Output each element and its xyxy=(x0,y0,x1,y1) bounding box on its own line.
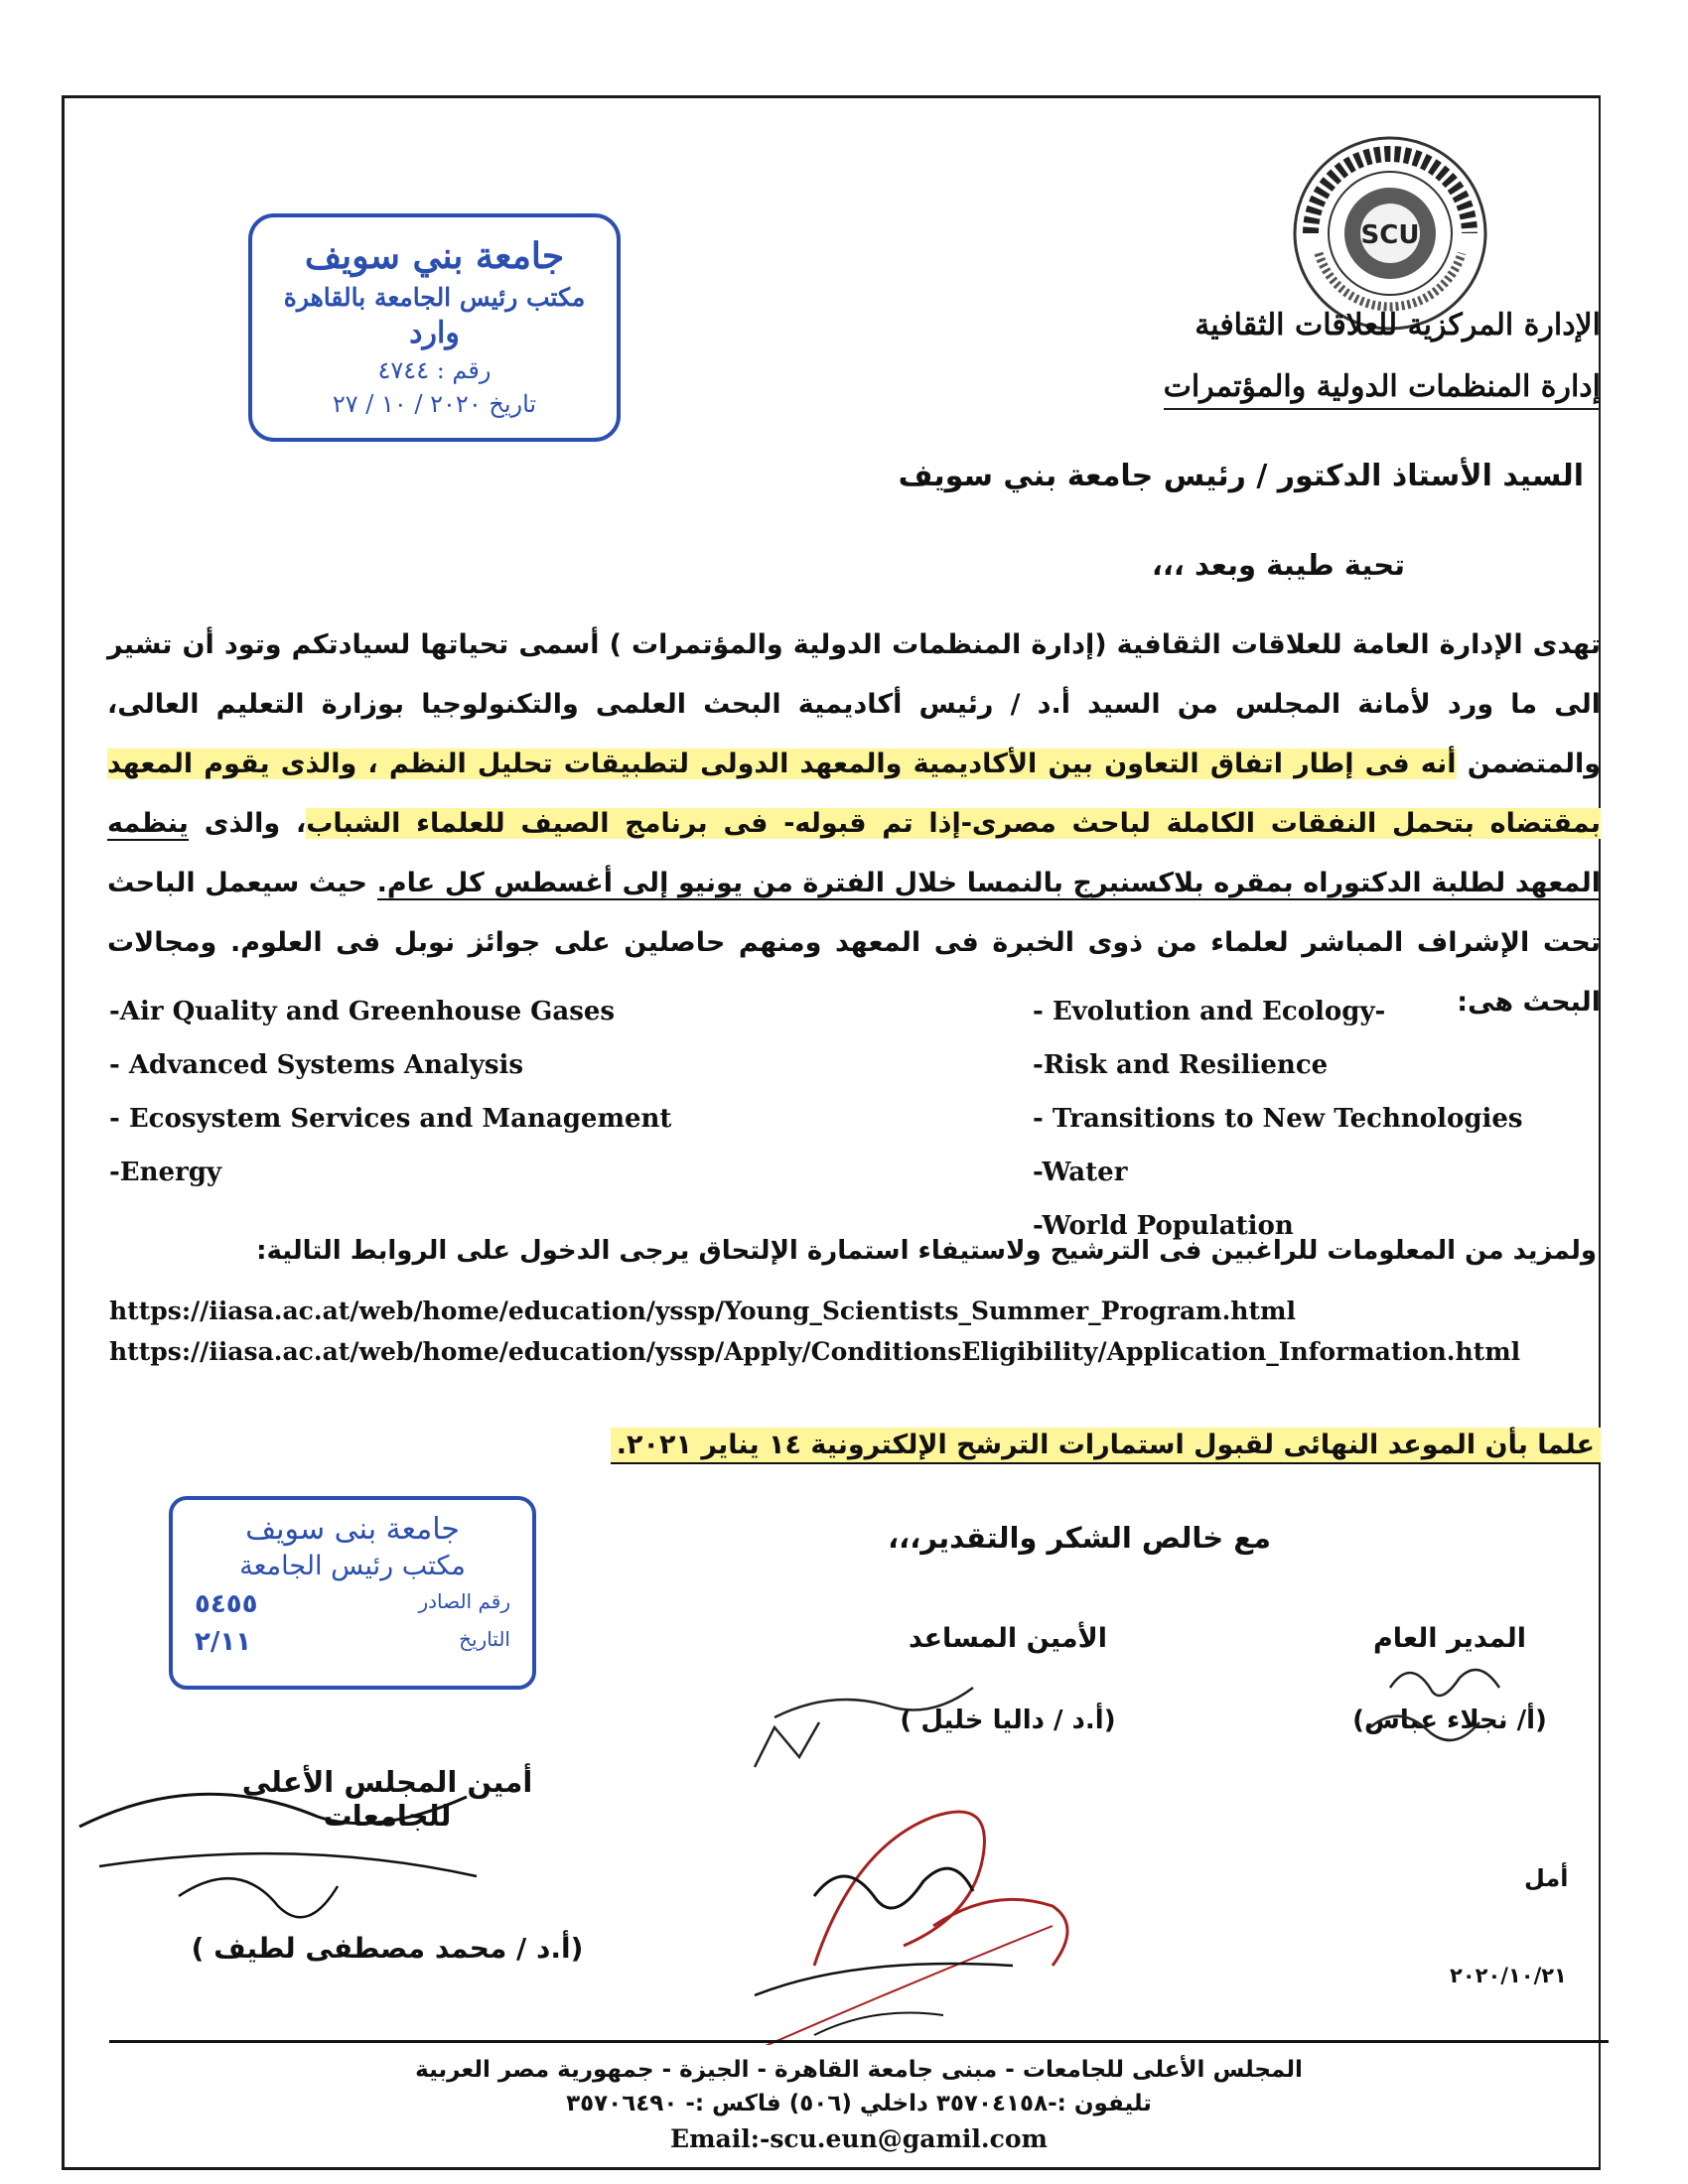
stamp-date: تاريخ ٢٠٢٠ / ١٠ / ٢٧ xyxy=(332,390,537,418)
department-title: الإدارة المركزية للعلاقات الثقافية xyxy=(1195,308,1601,342)
field-item: -Water xyxy=(1033,1158,1128,1187)
field-item: - Transitions to New Technologies xyxy=(1033,1104,1523,1134)
stamp-date-value: ٢/١١ xyxy=(195,1627,252,1657)
stamp-university: جامعة بنى سويف xyxy=(245,1512,460,1547)
salutation: السيد الأستاذ الدكتور / رئيس جامعة بني سويف xyxy=(898,459,1584,493)
signatory-name: (أ.د / داليا خليل ) xyxy=(900,1706,1116,1735)
document-date: ٢٠٢٠/١٠/٢١ xyxy=(1450,1964,1567,1987)
links-list xyxy=(109,1291,1520,1372)
stamp-number: رقم : ٤٧٤٤ xyxy=(377,356,492,384)
signatory-title: المدير العام xyxy=(1373,1623,1526,1654)
field-item: -Energy xyxy=(109,1158,222,1187)
research-fields-left xyxy=(109,985,671,1199)
research-fields-right xyxy=(1033,985,1523,1253)
stamp-number-value: ٥٤٥٥ xyxy=(195,1589,258,1619)
body-highlight-1: أنه فى إطار اتفاق التعاون بين الأكاديمية والمعهد الدولى لتطبيقات تحليل النظم ، والذى يقوم المعهد بمقتضاه بتحمل النفقات الكاملة لباحث مصرى-إذا تم قبوله- فى برنامج الصيف للعلماء الشباب xyxy=(107,749,1602,839)
stamp-date-label: التاريخ xyxy=(459,1627,510,1651)
stamp-incoming-label: وارد xyxy=(409,316,460,350)
field-item: - Advanced Systems Analysis xyxy=(109,1050,523,1080)
more-info-text: ولمزيد من المعلومات للراغبين فى الترشيح ولاستيفاء استمارة الإلتحاق يرجى الدخول على الروابط التالية: xyxy=(256,1236,1597,1266)
body-underlined: ينظمه المعهد لطلبة الدكتوراه بمقره بلاكسنبرج بالنمسا خلال الفترة من يونيو إلى أغسطس كل عام. xyxy=(107,808,1601,898)
scu-seal-logo xyxy=(1291,134,1489,333)
application-info-link[interactable]: https://iiasa.ac.at/web/home/education/yssp/Apply/ConditionsEligibility/Application_Information.html xyxy=(109,1337,1521,1366)
footer-divider xyxy=(109,2040,1609,2043)
research-fields xyxy=(109,985,1523,1241)
stamp-office: مكتب رئيس الجامعة xyxy=(239,1551,466,1581)
signatory-name: (أ.د / محمد مصطفى لطيف ) xyxy=(191,1932,584,1965)
footer-email: Email:-scu.eun@gamil.com xyxy=(670,2124,1048,2153)
svg-text:SCU: SCU xyxy=(1360,220,1420,250)
sub-department-title: إدارة المنظمات الدولية والمؤتمرات xyxy=(1164,369,1601,410)
greeting: تحية طيبة وبعد ،،، xyxy=(1151,548,1405,582)
handwritten-signatures xyxy=(60,1628,1609,2045)
incoming-stamp xyxy=(248,213,621,442)
body-text-3: ، والذى xyxy=(188,808,307,839)
body-text-5: حيث سيعمل الباحث تحت الإشراف المباشر لعلماء من ذوى الخبرة فى المعهد ومنهم حاصلين على جوائز نوبل فى العلوم. ومجالات البحث هى: xyxy=(107,868,1601,1018)
initials: أمل xyxy=(1524,1864,1569,1892)
signatory-title: أمين المجلس الأعلي للجامعات xyxy=(241,1765,533,1833)
field-item: - Ecosystem Services and Management xyxy=(109,1104,672,1134)
signatory-name: (أ/ نجلاء عباس) xyxy=(1352,1706,1547,1735)
footer-address: المجلس الأعلى للجامعات - مبنى جامعة القاهرة - الجيزة - جمهورية مصر العربية xyxy=(415,2057,1303,2083)
stamp-university: جامعة بني سويف xyxy=(304,235,565,277)
field-item: -Risk and Resilience xyxy=(1033,1050,1329,1080)
field-item: -Air Quality and Greenhouse Gases xyxy=(109,997,616,1026)
body-text-1: تهدى الإدارة العامة للعلاقات الثقافية (إدارة المنظمات الدولية والمؤتمرات ) أسمى تحياتها لسيادتكم وتود أن تشير الى ما ورد لأمانة المجلس من السيد أ.د / رئيس أكاديمية البحث العلمى والتكنولوجيا بوزارة التعليم العالى، والمتضمن xyxy=(107,629,1602,779)
deadline-note xyxy=(611,1430,1601,1460)
field-item: - Evolution and Ecology- xyxy=(1033,997,1386,1026)
letter-body xyxy=(107,615,1601,1032)
signatory-title: الأمين المساعد xyxy=(909,1623,1107,1654)
deadline-text: علما بأن الموعد النهائى لقبول استمارات الترشح الإلكترونية ١٤ يناير ٢٠٢١. xyxy=(611,1428,1601,1464)
footer-phone: تليفون :-٣٥٧٠٤١٥٨ داخلي (٥٠٦) فاكس :- ٣٥٧٠٦٤٩٠ xyxy=(566,2091,1152,2116)
field-item: -World Population xyxy=(1033,1211,1294,1241)
stamp-number-label: رقم الصادر xyxy=(418,1589,510,1613)
stamp-office: مكتب رئيس الجامعة بالقاهرة xyxy=(283,283,586,312)
closing-text: مع خالص الشكر والتقدير،،، xyxy=(888,1521,1271,1555)
program-link[interactable]: https://iiasa.ac.at/web/home/education/yssp/Young_Scientists_Summer_Program.html xyxy=(109,1297,1296,1325)
stamp-number-row xyxy=(173,1589,532,1619)
